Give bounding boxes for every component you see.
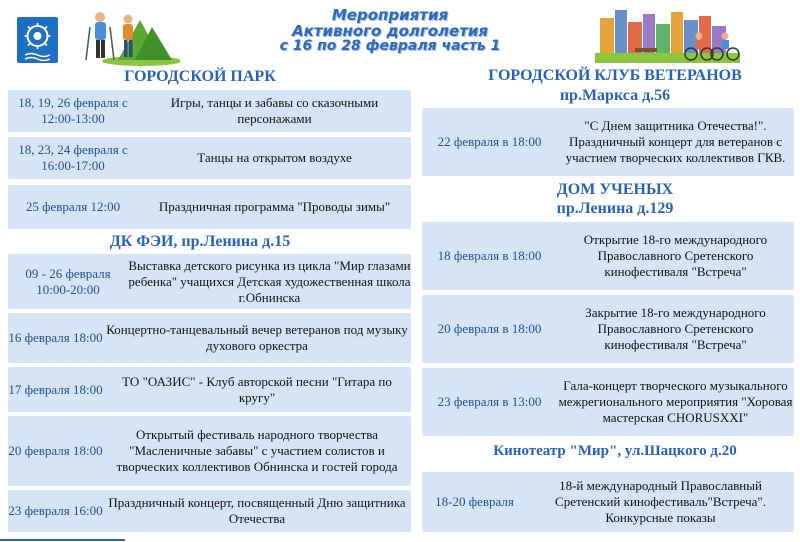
- section-heading-dk: ДК ФЭИ, пр.Ленина д.15: [109, 233, 291, 250]
- event-description: Открытый фестиваль народного творчества "Масленичные забавы" с участием солистов и творческих коллективов Обнинска и гостей города: [116, 427, 398, 474]
- event-date: 09 - 26 февраля 10:00-20:00: [25, 265, 111, 297]
- event-row: [8, 490, 411, 532]
- event-description: Праздничная программа "Проводы зимы": [158, 199, 391, 214]
- event-description: "С Днем защитника Отечества!". Праздничный концерт для ветеранов с участием творческих коллективов ГКВ.: [565, 118, 786, 165]
- event-date: 20 февраля в 18:00: [437, 321, 542, 336]
- event-date: 25 февраля 12:00: [25, 199, 121, 214]
- event-row: [8, 137, 411, 179]
- event-date: 23 февраля в 13:00: [437, 394, 542, 409]
- section-address-veterans-club: пр.Маркса д.56: [559, 87, 671, 104]
- event-row: [422, 368, 794, 436]
- title-line-1: Мероприятия: [331, 6, 449, 24]
- event-date: 18, 19, 26 февраля с 12:00-13:00: [18, 95, 128, 126]
- hikers-illustration: [80, 5, 180, 67]
- event-date: 23 февраля 16:00: [8, 503, 103, 518]
- event-date: 20 февраля 18:00: [8, 443, 103, 458]
- event-row: [422, 472, 794, 532]
- section-heading-veterans-club: ГОРОДСКОЙ КЛУБ ВЕТЕРАНОВ: [488, 67, 742, 84]
- city-logo: [17, 17, 58, 63]
- event-description: Танцы на открытом воздухе: [197, 150, 352, 165]
- title-line-2: Активного долголетия: [291, 22, 489, 40]
- event-description: Закрытие 18-го международного Православного Сретенского кинофестиваля "Встреча": [585, 305, 766, 352]
- event-description: Выставка детского рисунка из цикла "Мир глазами ребенка" учащихся Детская художественная школа г.Обнинска: [128, 257, 411, 305]
- title-line-3: с 16 по 28 февраля часть 1: [279, 38, 501, 54]
- section-heading-cinema: Кинотеатр "Мир", ул.Шацкого д.20: [493, 443, 737, 459]
- event-row: [422, 222, 794, 290]
- event-description: Концертно-танцевальный вечер ветеранов под музыку духового оркестра: [106, 322, 408, 353]
- event-description: 18-й международный Православный Сретенский кинофестиваль"Встреча". Конкурсные показы: [555, 478, 766, 525]
- event-date: 18, 23, 24 февраля с 16:00-17:00: [18, 142, 128, 173]
- section-heading-park: ГОРОДСКОЙ ПАРК: [124, 68, 276, 85]
- event-description: ТО "ОАЗИС" - Клуб авторской песни "Гитара по кругу": [122, 373, 392, 405]
- event-row: [8, 90, 411, 132]
- event-description: Открытие 18-го международного Православного Сретенского кинофестиваля "Встреча": [583, 232, 768, 279]
- event-row: [8, 416, 411, 486]
- event-row: [8, 313, 411, 363]
- event-description: Игры, танцы и забавы со сказочными персонажами: [170, 95, 379, 126]
- event-description: Праздничный концерт, посвященный Дню защитника Отечества: [108, 495, 406, 526]
- event-row: [422, 295, 794, 363]
- event-date: 18-20 февраля: [435, 494, 514, 509]
- event-date: 22 февраля в 18:00: [437, 134, 542, 149]
- city-cyclists-illustration: [595, 8, 740, 63]
- event-row: [8, 367, 411, 412]
- section-heading-house-of-scientists: ДОМ УЧЕНЫХ: [556, 181, 674, 198]
- bottom-divider: [0, 539, 125, 541]
- event-date: 17 февраля 18:00: [8, 381, 103, 397]
- event-row: [8, 185, 411, 229]
- event-description: Гала-концерт творческого музыкального межрегионального мероприятия "Хоровая мастерская CHORUSXXI": [558, 378, 793, 425]
- event-row: [422, 108, 794, 176]
- event-row: [8, 254, 411, 309]
- event-date: 18 февраля в 18:00: [437, 248, 542, 263]
- event-date: 16 февраля 18:00: [8, 330, 103, 345]
- section-address-house-of-scientists: пр.Ленина д.129: [556, 200, 674, 217]
